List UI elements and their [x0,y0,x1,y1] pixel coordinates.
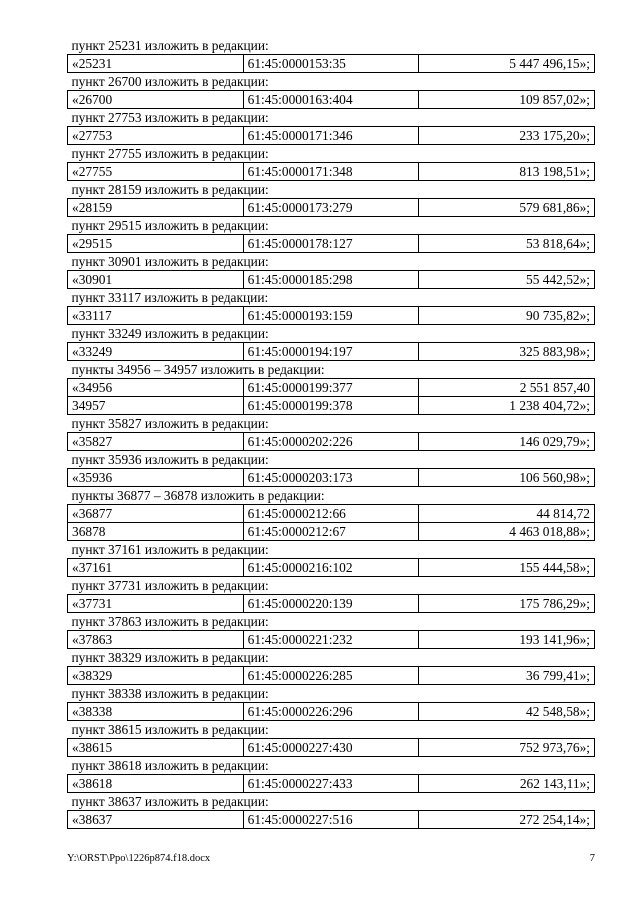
item-number: «33117 [68,307,244,325]
item-number: «35827 [68,433,244,451]
table-row [68,379,595,397]
item-number: «30901 [68,271,244,289]
table-row [68,397,595,415]
table-row [68,235,595,253]
cadastral-value: 44 814,72 [419,505,595,523]
amendment-heading-row [68,253,595,271]
table-row [68,703,595,721]
amendment-heading: пункты 36877 – 36878 изложить в редакции: [71,488,325,503]
table-row [68,163,595,181]
amendment-heading-row [68,109,595,127]
cadastral-number: 61:45:0000212:66 [243,505,419,523]
item-number: «38637 [68,811,244,829]
cadastral-value: 2 551 857,40 [419,379,595,397]
footer-file-path: Y:\ORST\Ppo\1226p874.f18.docx [67,853,211,864]
amendment-heading: пункт 38329 изложить в редакции: [71,650,269,665]
amendment-heading-row [68,613,595,631]
cadastral-number: 61:45:0000216:102 [243,559,419,577]
table-row [68,343,595,361]
amendment-heading-row [68,685,595,703]
cadastral-value: 1 238 404,72»; [419,397,595,415]
item-number: «37863 [68,631,244,649]
cadastral-number: 61:45:0000221:232 [243,631,419,649]
amendment-heading-row [68,577,595,595]
cadastral-value: 579 681,86»; [419,199,595,217]
cadastral-number: 61:45:0000199:378 [243,397,419,415]
cadastral-number: 61:45:0000185:298 [243,271,419,289]
amendment-heading: пункт 38615 изложить в редакции: [71,722,269,737]
item-number: «38338 [68,703,244,721]
table-row [68,271,595,289]
table-row [68,595,595,613]
table-row [68,55,595,73]
cadastral-value: 109 857,02»; [419,91,595,109]
cadastral-number: 61:45:0000212:67 [243,523,419,541]
item-number: «26700 [68,91,244,109]
amendment-heading-row [68,73,595,91]
cadastral-value: 106 560,98»; [419,469,595,487]
table-row [68,505,595,523]
item-number: 36878 [68,523,244,541]
table-row [68,523,595,541]
amendment-heading: пункт 38618 изложить в редакции: [71,758,269,773]
table-row [68,631,595,649]
amendment-heading: пункт 25231 изложить в редакции: [71,38,269,53]
item-number: «25231 [68,55,244,73]
item-number: «27753 [68,127,244,145]
document-body [67,37,595,829]
amendment-heading-row [68,649,595,667]
cadastral-number: 61:45:0000226:296 [243,703,419,721]
amendment-heading-row [68,325,595,343]
cadastral-value: 233 175,20»; [419,127,595,145]
cadastral-number: 61:45:0000163:404 [243,91,419,109]
table-row [68,739,595,757]
amendment-heading-row [68,451,595,469]
cadastral-value: 155 444,58»; [419,559,595,577]
item-number: «37161 [68,559,244,577]
cadastral-number: 61:45:0000171:348 [243,163,419,181]
cadastral-value: 90 735,82»; [419,307,595,325]
table-row [68,559,595,577]
table-row [68,469,595,487]
cadastral-value: 53 818,64»; [419,235,595,253]
cadastral-number: 61:45:0000178:127 [243,235,419,253]
cadastral-value: 4 463 018,88»; [419,523,595,541]
amendment-heading-row [68,181,595,199]
item-number: «27755 [68,163,244,181]
cadastral-number: 61:45:0000227:433 [243,775,419,793]
amendment-heading-row [68,415,595,433]
item-number: «38329 [68,667,244,685]
table-row [68,127,595,145]
cadastral-number: 61:45:0000199:377 [243,379,419,397]
cadastral-number: 61:45:0000203:173 [243,469,419,487]
amendment-heading: пункт 33249 изложить в редакции: [71,326,269,341]
amendment-heading-row [68,145,595,163]
cadastral-value: 752 973,76»; [419,739,595,757]
cadastral-number: 61:45:0000193:159 [243,307,419,325]
item-number: «36877 [68,505,244,523]
amendment-heading: пункт 37863 изложить в редакции: [71,614,269,629]
cadastral-number: 61:45:0000220:139 [243,595,419,613]
amendment-heading: пункт 37731 изложить в редакции: [71,578,269,593]
item-number: «28159 [68,199,244,217]
amendment-heading: пункт 27755 изложить в редакции: [71,146,269,161]
item-number: «35936 [68,469,244,487]
amendment-heading: пункт 28159 изложить в редакции: [71,182,269,197]
cadastral-value: 175 786,29»; [419,595,595,613]
amendment-heading-row [68,361,595,379]
amendment-heading-row [68,37,595,55]
amendment-heading-row [68,793,595,811]
footer-page-number: 7 [589,853,595,864]
amendment-heading: пункт 38338 изложить в редакции: [71,686,269,701]
cadastral-value: 55 442,52»; [419,271,595,289]
cadastral-number: 61:45:0000173:279 [243,199,419,217]
item-number: «29515 [68,235,244,253]
amendments-table [67,37,595,829]
cadastral-value: 193 141,96»; [419,631,595,649]
item-number: «37731 [68,595,244,613]
cadastral-value: 5 447 496,15»; [419,55,595,73]
amendment-heading: пункты 34956 – 34957 изложить в редакции: [71,362,325,377]
cadastral-number: 61:45:0000194:197 [243,343,419,361]
cadastral-value: 42 548,58»; [419,703,595,721]
table-row [68,307,595,325]
cadastral-value: 146 029,79»; [419,433,595,451]
cadastral-value: 813 198,51»; [419,163,595,181]
amendment-heading-row [68,541,595,559]
amendment-heading-row [68,289,595,307]
cadastral-value: 325 883,98»; [419,343,595,361]
amendment-heading: пункт 30901 изложить в редакции: [71,254,269,269]
table-row [68,667,595,685]
table-row [68,775,595,793]
table-row [68,199,595,217]
amendment-heading: пункт 29515 изложить в редакции: [71,218,269,233]
cadastral-number: 61:45:0000226:285 [243,667,419,685]
cadastral-number: 61:45:0000227:516 [243,811,419,829]
amendment-heading: пункт 35936 изложить в редакции: [71,452,269,467]
amendment-heading-row [68,217,595,235]
cadastral-number: 61:45:0000153:35 [243,55,419,73]
item-number: «33249 [68,343,244,361]
table-row [68,811,595,829]
amendment-heading: пункт 37161 изложить в редакции: [71,542,269,557]
item-number: «38615 [68,739,244,757]
cadastral-value: 272 254,14»; [419,811,595,829]
table-row [68,433,595,451]
cadastral-number: 61:45:0000202:226 [243,433,419,451]
amendment-heading: пункт 38637 изложить в редакции: [71,794,269,809]
amendment-heading: пункт 26700 изложить в редакции: [71,74,269,89]
item-number: «38618 [68,775,244,793]
cadastral-number: 61:45:0000171:346 [243,127,419,145]
amendment-heading: пункт 35827 изложить в редакции: [71,416,269,431]
item-number: 34957 [68,397,244,415]
cadastral-number: 61:45:0000227:430 [243,739,419,757]
cadastral-value: 36 799,41»; [419,667,595,685]
amendment-heading-row [68,757,595,775]
table-row [68,91,595,109]
amendment-heading-row [68,721,595,739]
amendment-heading: пункт 27753 изложить в редакции: [71,110,269,125]
item-number: «34956 [68,379,244,397]
amendment-heading: пункт 33117 изложить в редакции: [71,290,269,305]
cadastral-value: 262 143,11»; [419,775,595,793]
amendment-heading-row [68,487,595,505]
